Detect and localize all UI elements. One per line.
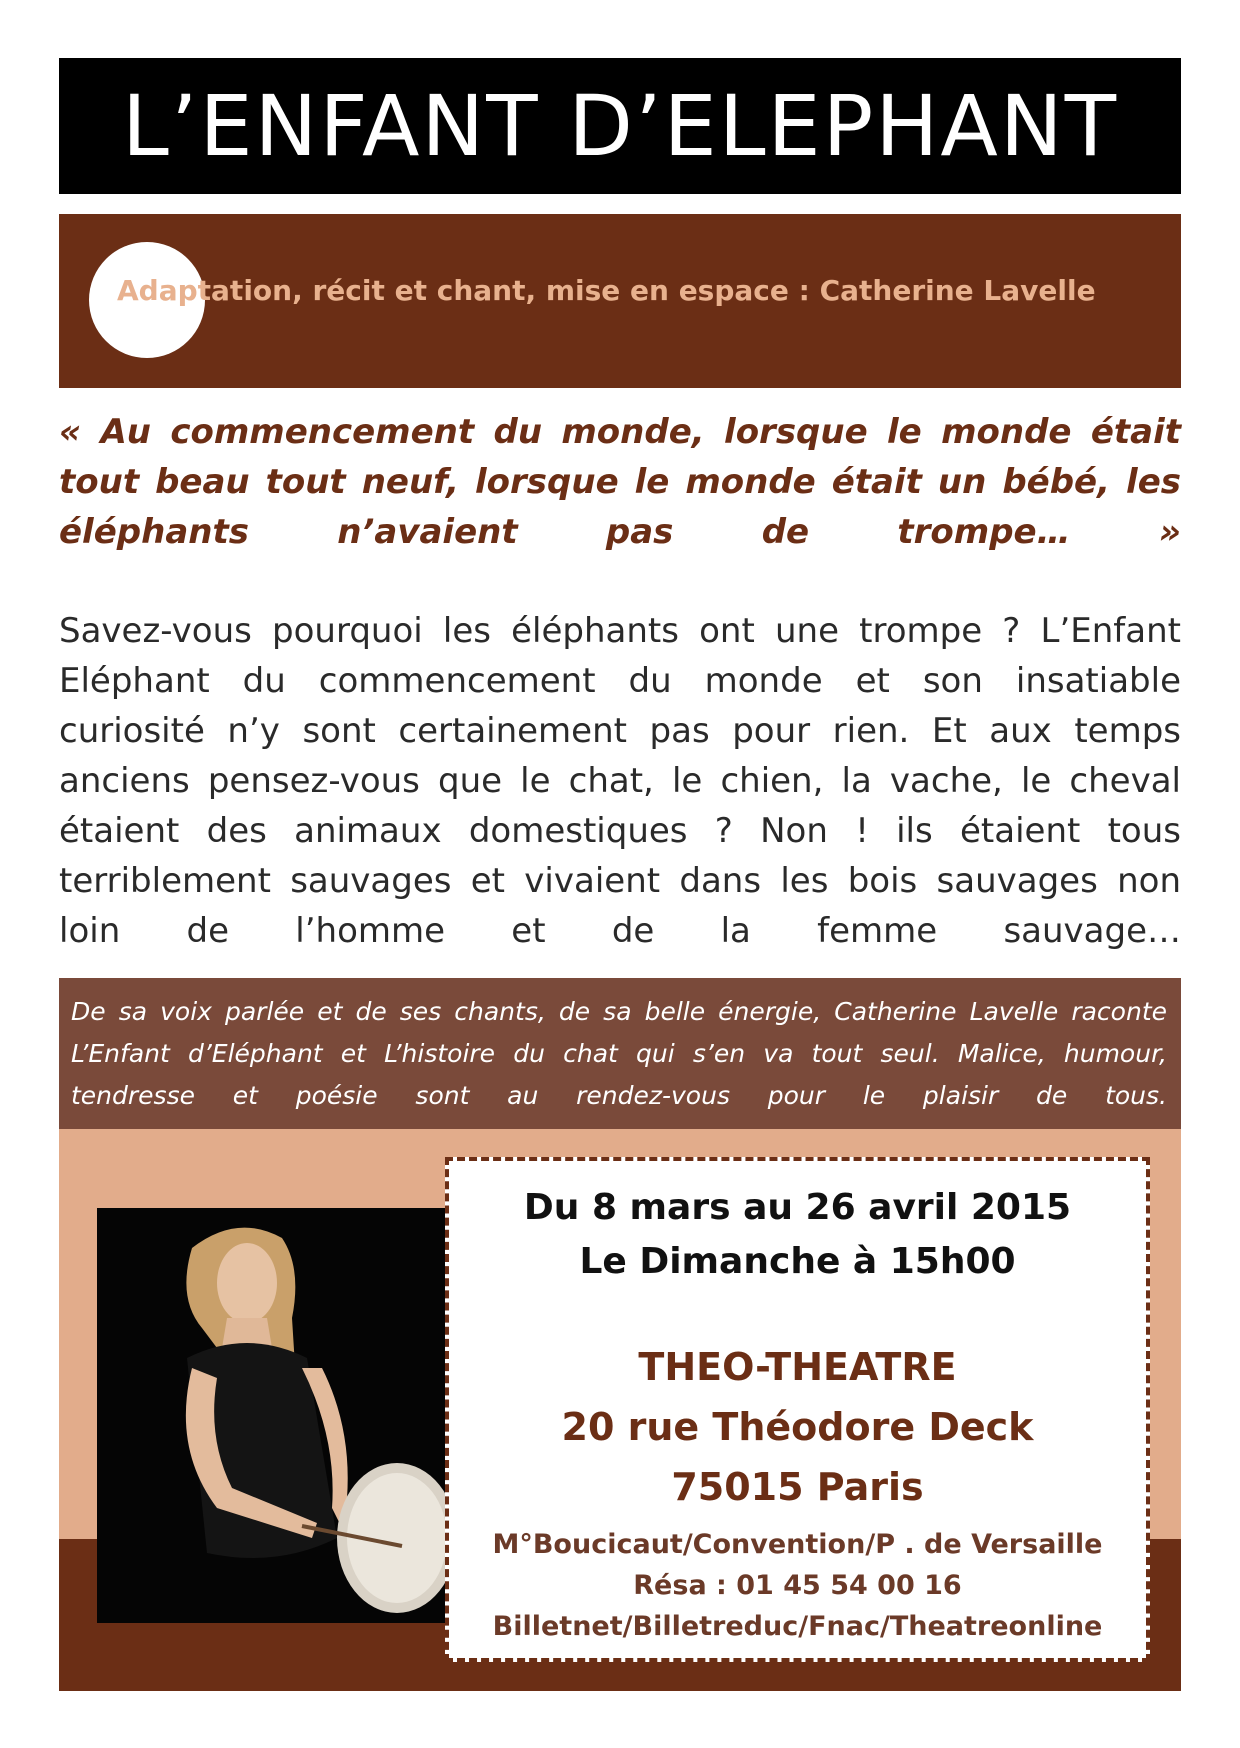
event-time: Le Dimanche à 15h00 bbox=[579, 1241, 1016, 1282]
summary-text: De sa voix parlée et de ses chants, de sa belle énergie, Catherine Lavelle raconte L’Enfant d’Eléphant et L’histoire du chat qui s’en va tout seul. Malice, humour, tendresse et poésie sont au rendez-vous pour le plaisir de tous. bbox=[71, 997, 1167, 1110]
summary-band bbox=[59, 978, 1181, 1129]
poster-title: L’ENFANT D’ELEPHANT bbox=[121, 77, 1119, 175]
venue-name: THEO-THEATRE bbox=[638, 1345, 957, 1389]
reservation-phone: Résa : 01 45 54 00 16 bbox=[633, 1570, 962, 1601]
description-paragraph: Savez-vous pourquoi les éléphants ont une trompe ? L’Enfant Eléphant du commencement du monde et son insatiable curiosité n’y sont certainement pas pour rien. Et aux temps anciens pensez-vous que le chat, le chien, la vache, le cheval étaient des animaux domestiques ? Non ! ils étaient tous terriblement sauvages et vivaient dans les bois sauvages non loin de l’homme et de la femme sauvage… bbox=[59, 611, 1181, 951]
title-banner bbox=[59, 58, 1181, 194]
venue-city: 75015 Paris bbox=[671, 1465, 924, 1509]
performer-illustration bbox=[97, 1208, 452, 1623]
credit-line: Adaptation, récit et chant, mise en espace : Catherine Lavelle bbox=[117, 274, 1096, 307]
opening-quote: « Au commencement du monde, lorsque le monde était tout beau tout neuf, lorsque le monde était un bébé, les éléphants n’avaient pas de trompe… » bbox=[59, 412, 1181, 552]
event-dates: Du 8 mars au 26 avril 2015 bbox=[523, 1187, 1072, 1228]
event-ticket bbox=[445, 1157, 1150, 1662]
metro-info: M°Boucicaut/Convention/P . de Versaille bbox=[492, 1529, 1103, 1560]
performer-photo bbox=[97, 1208, 452, 1623]
venue-address: 20 rue Théodore Deck bbox=[561, 1405, 1034, 1449]
ticket-sellers: Billetnet/Billetreduc/Fnac/Theatreonline bbox=[492, 1611, 1103, 1642]
